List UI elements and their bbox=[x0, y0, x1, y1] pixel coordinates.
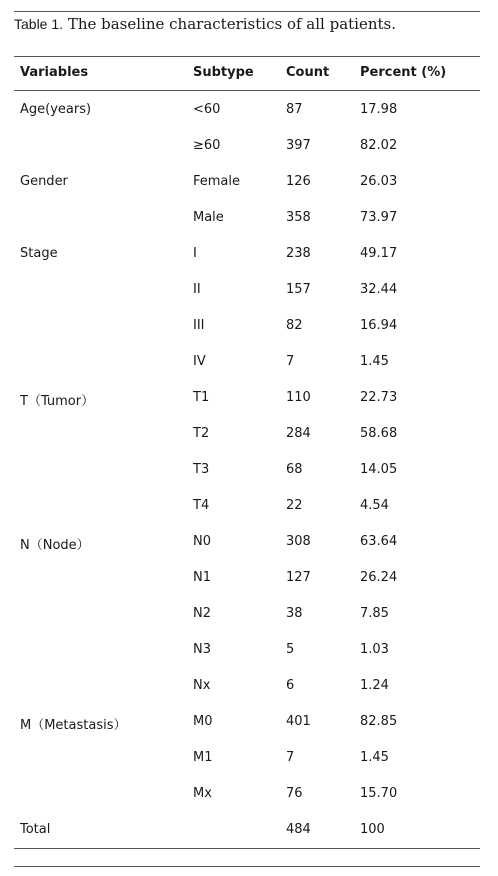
table-row bbox=[14, 526, 480, 562]
subtype-cell: N3 bbox=[193, 642, 211, 657]
count-cell: 68 bbox=[286, 462, 303, 477]
table-row bbox=[14, 166, 480, 202]
table-row bbox=[14, 454, 480, 490]
percent-cell: 26.24 bbox=[360, 570, 398, 585]
subtype-cell: III bbox=[193, 318, 205, 333]
percent-cell: 100 bbox=[360, 822, 385, 837]
count-cell: 7 bbox=[286, 354, 295, 369]
subtype-cell: Female bbox=[193, 174, 241, 189]
count-cell: 76 bbox=[286, 786, 303, 801]
table-row bbox=[14, 238, 480, 274]
variable-cell: Gender bbox=[20, 174, 68, 189]
subtype-cell: T2 bbox=[193, 426, 210, 441]
count-cell: 126 bbox=[286, 174, 311, 189]
count-cell: 238 bbox=[286, 246, 311, 261]
percent-cell: 16.94 bbox=[360, 318, 398, 333]
table-row bbox=[14, 634, 480, 670]
variable-cell: N（Node） bbox=[20, 538, 90, 553]
header-bottom-rule bbox=[14, 90, 480, 91]
table-row bbox=[14, 130, 480, 166]
baseline-table bbox=[14, 56, 480, 837]
variable-cell: T（Tumor） bbox=[20, 394, 95, 409]
count-cell: 127 bbox=[286, 570, 311, 585]
count-cell: 82 bbox=[286, 318, 303, 333]
table-row bbox=[14, 706, 480, 742]
table-row bbox=[14, 670, 480, 706]
subtype-cell: N1 bbox=[193, 570, 211, 585]
table-row bbox=[14, 490, 480, 526]
subtype-cell: T1 bbox=[193, 390, 210, 405]
count-cell: 284 bbox=[286, 426, 311, 441]
table-row bbox=[14, 814, 480, 850]
variable-cell: Stage bbox=[20, 246, 58, 261]
count-cell: 308 bbox=[286, 534, 311, 549]
table-header bbox=[14, 56, 480, 90]
variable-cell: M（Metastasis） bbox=[20, 718, 127, 733]
subtype-cell: Male bbox=[193, 210, 224, 225]
table-row bbox=[14, 202, 480, 238]
percent-cell: 1.03 bbox=[360, 642, 389, 657]
percent-cell: 1.45 bbox=[360, 750, 389, 765]
subtype-cell: I bbox=[193, 246, 197, 261]
subtype-cell: <60 bbox=[193, 102, 221, 117]
count-cell: 401 bbox=[286, 714, 311, 729]
percent-cell: 49.17 bbox=[360, 246, 398, 261]
subtype-cell: T3 bbox=[193, 462, 210, 477]
count-cell: 110 bbox=[286, 390, 311, 405]
count-cell: 7 bbox=[286, 750, 295, 765]
table-row bbox=[14, 346, 480, 382]
percent-cell: 58.68 bbox=[360, 426, 398, 441]
header-count: Count bbox=[286, 65, 330, 80]
percent-cell: 14.05 bbox=[360, 462, 398, 477]
percent-cell: 63.64 bbox=[360, 534, 398, 549]
header-variables: Variables bbox=[20, 65, 89, 80]
header-subtype: Subtype bbox=[193, 65, 254, 80]
table-row bbox=[14, 778, 480, 814]
count-cell: 358 bbox=[286, 210, 311, 225]
table-row bbox=[14, 418, 480, 454]
subtype-cell: II bbox=[193, 282, 201, 297]
percent-cell: 82.02 bbox=[360, 138, 398, 153]
count-cell: 6 bbox=[286, 678, 295, 693]
bottom-rule-upper bbox=[14, 848, 480, 849]
subtype-cell: N0 bbox=[193, 534, 211, 549]
percent-cell: 1.24 bbox=[360, 678, 389, 693]
percent-cell: 32.44 bbox=[360, 282, 398, 297]
percent-cell: 73.97 bbox=[360, 210, 398, 225]
count-cell: 157 bbox=[286, 282, 311, 297]
subtype-cell: Nx bbox=[193, 678, 211, 693]
caption-label: Table 1. bbox=[14, 16, 64, 32]
count-cell: 87 bbox=[286, 102, 303, 117]
table-body bbox=[14, 94, 480, 850]
subtype-cell: M0 bbox=[193, 714, 213, 729]
variable-cell: Age(years) bbox=[20, 102, 92, 117]
percent-cell: 15.70 bbox=[360, 786, 398, 801]
count-cell: 38 bbox=[286, 606, 303, 621]
variable-cell: Total bbox=[20, 822, 51, 837]
count-cell: 397 bbox=[286, 138, 311, 153]
subtype-cell: N2 bbox=[193, 606, 211, 621]
subtype-cell: IV bbox=[193, 354, 206, 369]
table-row bbox=[14, 598, 480, 634]
percent-cell: 7.85 bbox=[360, 606, 389, 621]
subtype-cell: T4 bbox=[193, 498, 210, 513]
table-row bbox=[14, 274, 480, 310]
table-row bbox=[14, 382, 480, 418]
percent-cell: 22.73 bbox=[360, 390, 398, 405]
percent-cell: 26.03 bbox=[360, 174, 398, 189]
table-row bbox=[14, 562, 480, 598]
count-cell: 5 bbox=[286, 642, 295, 657]
caption-text: The baseline characteristics of all patients. bbox=[67, 15, 396, 33]
table-row bbox=[14, 94, 480, 130]
table-caption bbox=[14, 14, 396, 34]
subtype-cell: Mx bbox=[193, 786, 212, 801]
percent-cell: 4.54 bbox=[360, 498, 389, 513]
table-row bbox=[14, 310, 480, 346]
bottom-rule-lower bbox=[14, 866, 480, 867]
subtype-cell: M1 bbox=[193, 750, 213, 765]
top-rule bbox=[14, 11, 480, 12]
percent-cell: 1.45 bbox=[360, 354, 389, 369]
percent-cell: 17.98 bbox=[360, 102, 398, 117]
table-row bbox=[14, 742, 480, 778]
count-cell: 484 bbox=[286, 822, 311, 837]
subtype-cell: ≥60 bbox=[193, 138, 221, 153]
percent-cell: 82.85 bbox=[360, 714, 398, 729]
count-cell: 22 bbox=[286, 498, 303, 513]
header-percent: Percent (%) bbox=[360, 65, 447, 80]
